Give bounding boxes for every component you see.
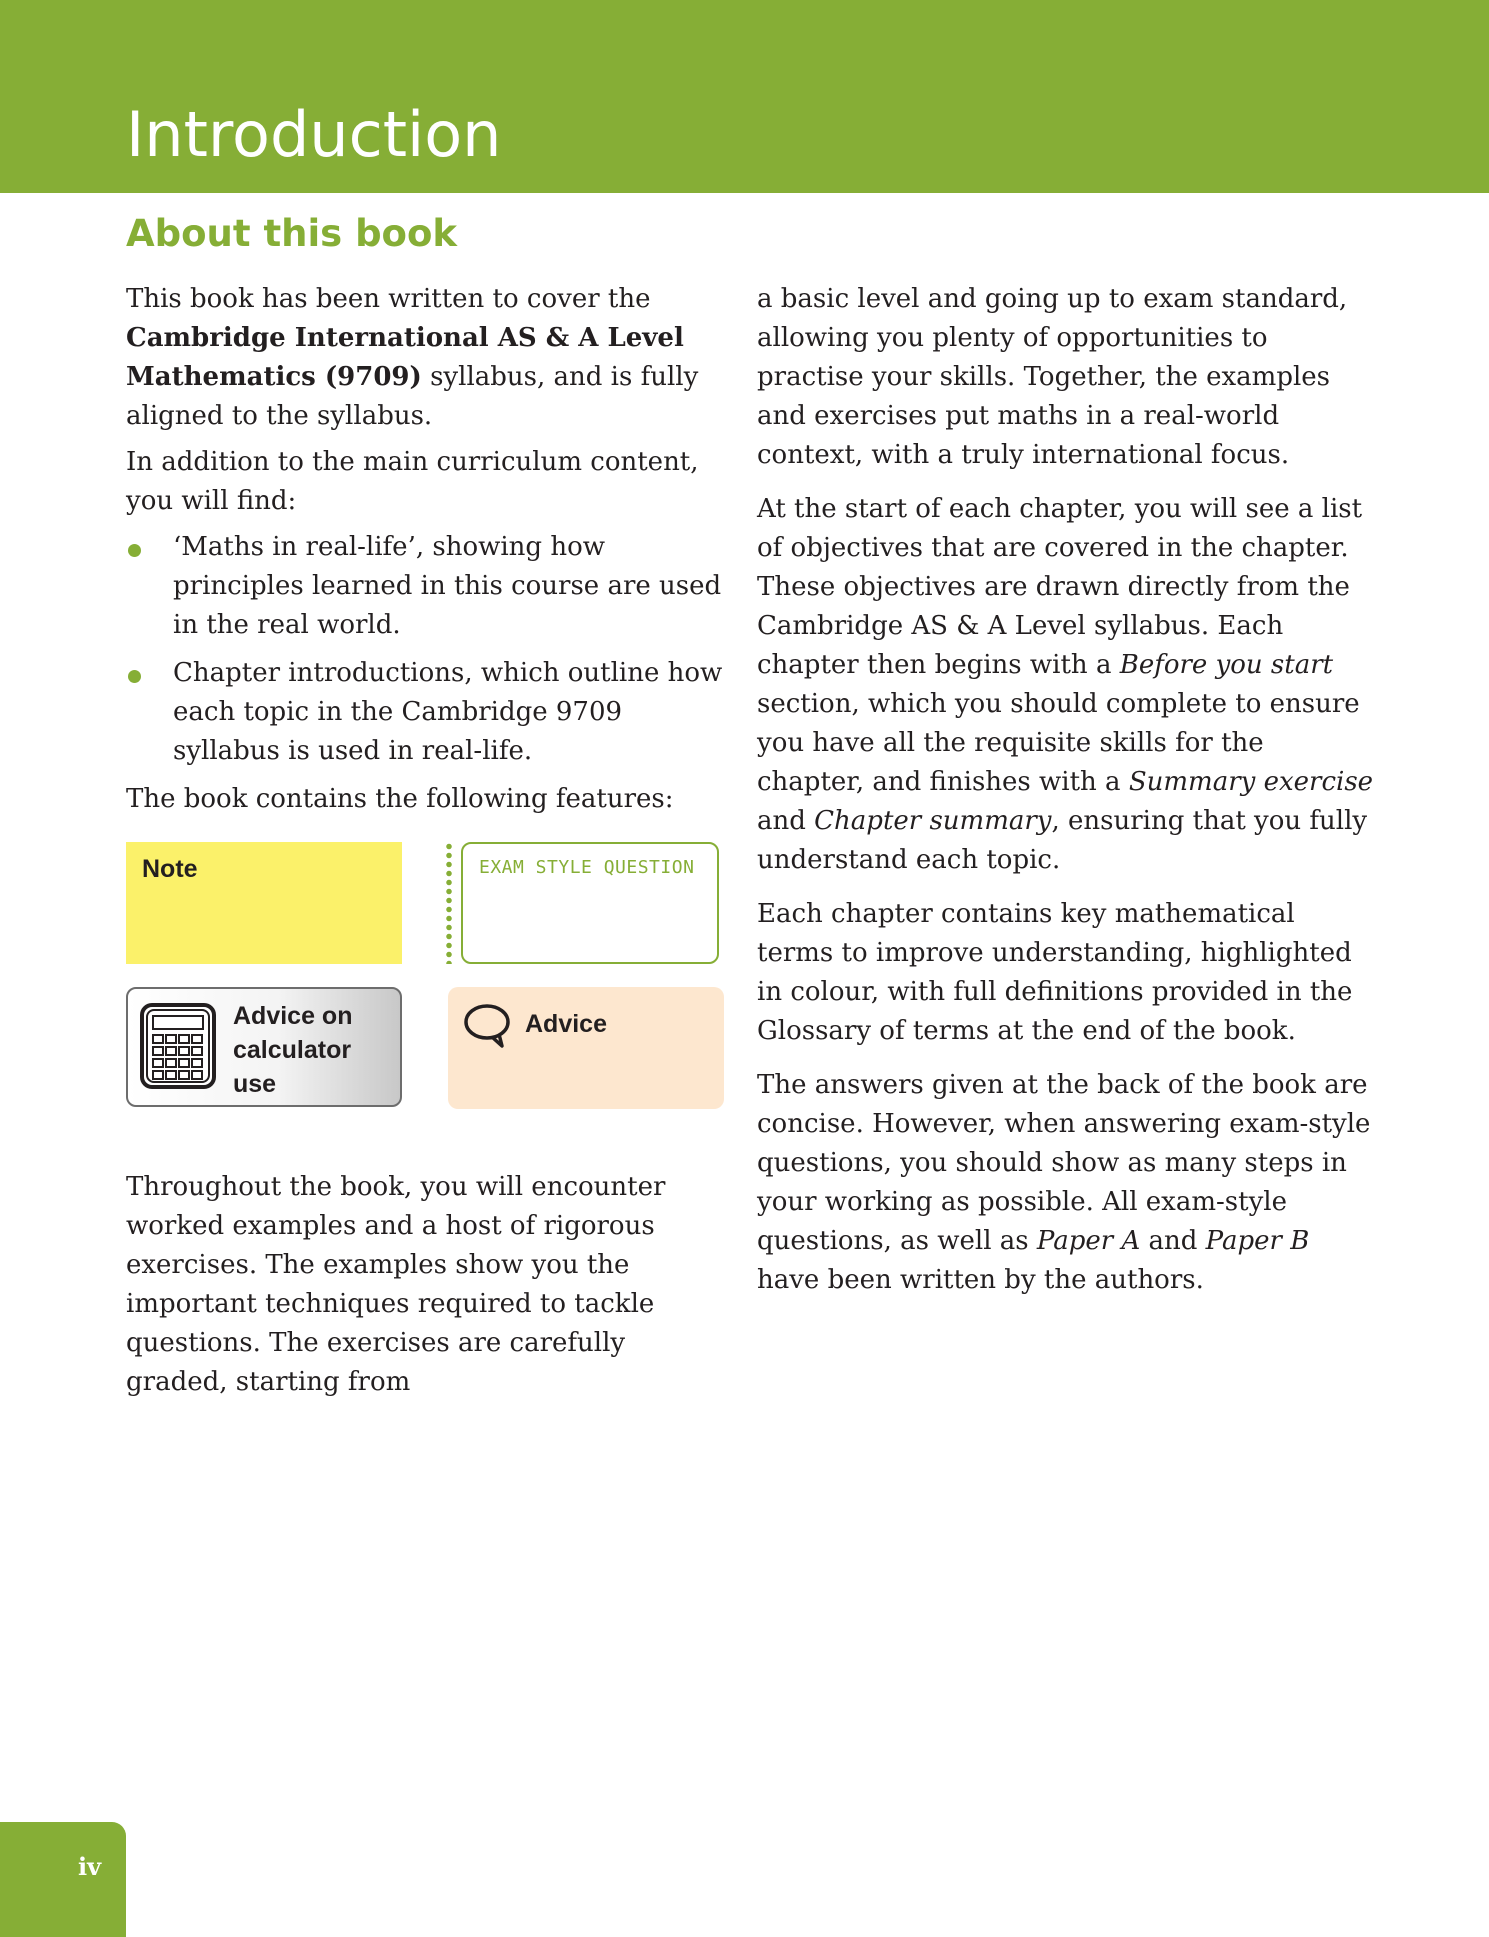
list-item — [126, 528, 726, 645]
answers-paragraph — [757, 1066, 1377, 1300]
chapter-summary-term: Chapter summary — [814, 806, 1052, 836]
worked-examples-paragraph: Throughout the book, you will encounter worked examples and a host of rigorous exercises. The examples show you the important techniques required to tackle questions. The exercises are carefully graded, starting from — [126, 1172, 666, 1397]
page-title: Introduction — [126, 98, 502, 171]
summary-exercise-term: Summary exercise — [1128, 767, 1374, 797]
objectives-paragraph — [757, 490, 1377, 880]
paper-b-term: Paper B — [1205, 1226, 1310, 1256]
before-you-start-term: Before you start — [1119, 650, 1334, 680]
list-item-text: Chapter introductions, which outline how each topic in the Cambridge 9709 syllabus is used in real-life. — [173, 658, 723, 766]
page-number: iv — [78, 1852, 102, 1881]
key-terms-paragraph: Each chapter contains key mathematical terms to improve understanding, highlighted in colour, with full definitions provided in the Glossary of terms at the end of the book. — [757, 899, 1353, 1046]
objectives-text-2: section, which you should complete to ensure you have all the requisite skills for the chapter, and finishes with a — [757, 689, 1360, 797]
section-heading: About this book — [126, 212, 457, 255]
bullet-dot-icon — [128, 670, 141, 683]
objectives-text-4: , ensuring that you fully understand each topic. — [757, 806, 1368, 875]
left-column — [126, 280, 726, 1402]
calculator-label: Advice on calculator use — [233, 1002, 353, 1098]
note-box — [126, 842, 402, 964]
header-band — [0, 0, 1489, 193]
list-item — [126, 654, 726, 771]
objectives-text: At the start of each chapter, you will see a list of objectives that are covered in the chapter. These objectives are drawn directly from the Cambridge AS & A Level syllabus. Each chapter then begins with a — [757, 494, 1363, 680]
note-label: Note — [142, 855, 198, 883]
calculator-advice-box — [126, 987, 402, 1107]
levels-paragraph: a basic level and going up to exam standard, allowing you plenty of opportunities to practise your skills. Together, the examples and exercises put maths in a real-world context, with a truly international focus. — [757, 284, 1348, 470]
intro-text-end: syllabus, and is fully aligned to the syllabus. — [126, 362, 699, 431]
syllabus-name: Cambridge International AS & A Level Mathematics (9709) — [126, 323, 684, 392]
right-column — [757, 280, 1377, 1300]
answers-text: The answers given at the back of the book are concise. However, when answering exam-style questions, you should show as many steps in your working as possible. All exam-style questions, as well as — [757, 1070, 1371, 1256]
page-number-tab — [0, 1822, 126, 1937]
dotted-rule — [446, 842, 452, 964]
answers-text-2: and — [1140, 1226, 1206, 1256]
objectives-text-3: and — [757, 806, 815, 836]
paper-a-term: Paper A — [1036, 1226, 1141, 1256]
bullet-dot-icon — [128, 544, 141, 557]
calculator-icon — [140, 1003, 216, 1089]
speech-bubble-icon — [462, 1003, 512, 1049]
advice-label: Advice — [525, 1010, 607, 1038]
intro-text: This book has been written to cover the — [126, 284, 651, 314]
exam-label: EXAM STYLE QUESTION — [479, 857, 695, 878]
exam-style-question-box — [446, 842, 722, 964]
feature-bullet-list — [126, 528, 726, 771]
exam-box-frame — [461, 842, 719, 964]
content-paragraph: In addition to the main curriculum content, you will find: — [126, 447, 699, 516]
list-item-text: ‘Maths in real-life’, showing how principles learned in this course are used in the real world. — [173, 532, 722, 640]
intro-paragraph — [126, 280, 726, 436]
answers-text-3: have been written by the authors. — [757, 1265, 1204, 1295]
advice-box — [448, 987, 724, 1109]
features-paragraph: The book contains the following features: — [126, 784, 674, 814]
feature-legend — [126, 842, 726, 1142]
